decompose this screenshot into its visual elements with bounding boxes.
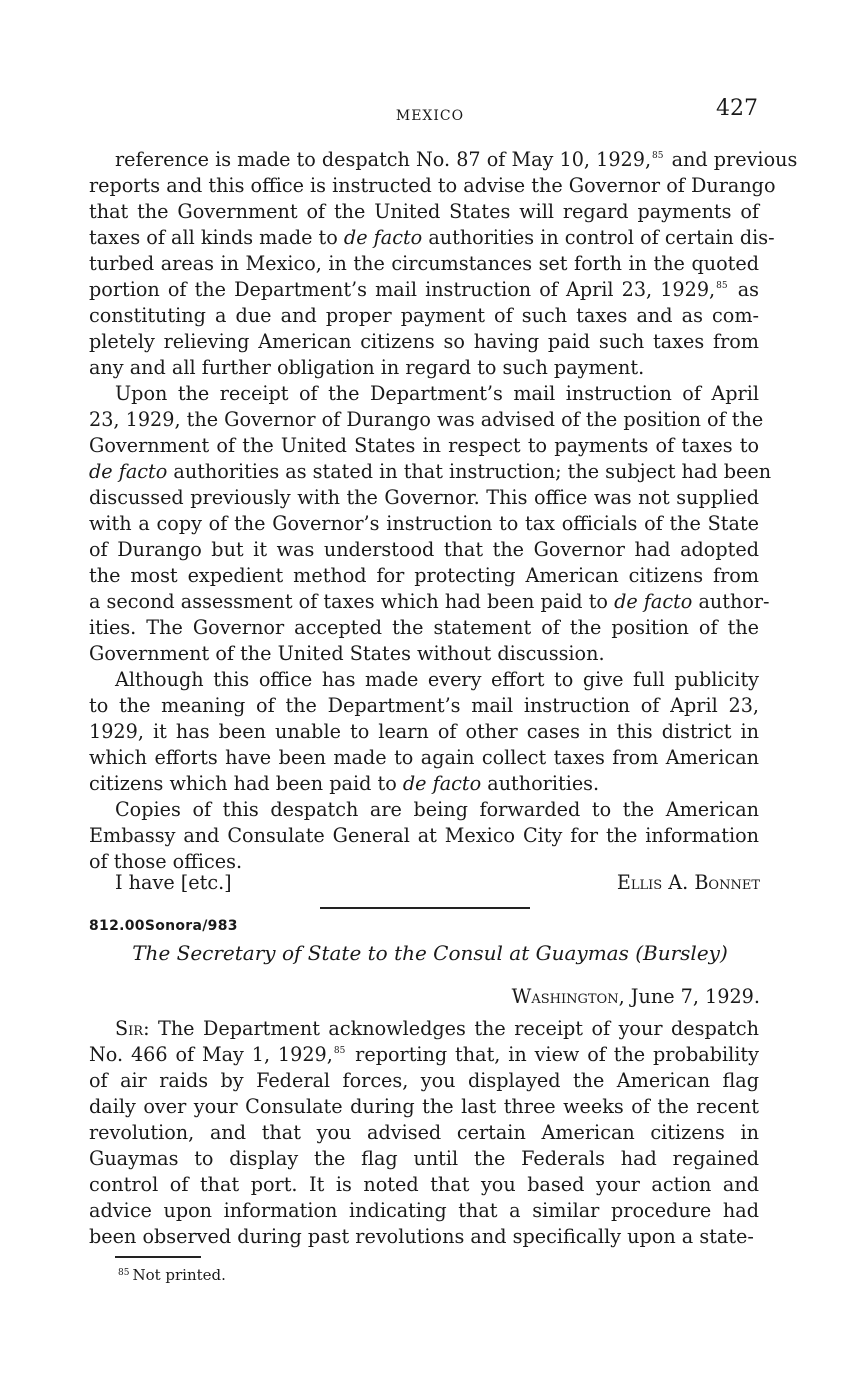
document-title: The Secretary of State to the Consul at Guaymas (Bursley) [132, 941, 728, 965]
footnote [118, 1264, 226, 1289]
page-number: 427 [716, 96, 758, 121]
dateline-date: , June 7, 1929. [618, 985, 760, 1008]
dateline-place: Washington [511, 985, 619, 1008]
para2-line: Government of the United States without discussion. [89, 642, 605, 665]
para3-line: Although this office has made every effort to give full publicity [115, 668, 759, 691]
footnote-rule [115, 1256, 201, 1258]
para5-line: advice upon information indicating that a similar procedure had [89, 1199, 759, 1222]
para1-line: that the Government of the United States will regard payments of [89, 200, 759, 223]
para5-line: Guaymas to display the flag until the Federals had regained [89, 1147, 759, 1170]
para5-line: Sir: The Department acknowledges the receipt of your despatch [115, 1017, 759, 1040]
para1-line: turbed areas in Mexico, in the circumstances set forth in the quoted [89, 252, 759, 275]
section-divider [320, 907, 530, 909]
para2-line: Upon the receipt of the Department’s mail instruction of April [115, 382, 759, 405]
para2-line: with a copy of the Governor’s instruction to tax officials of the State [89, 512, 759, 535]
signature: Ellis A. Bonnet [616, 871, 760, 894]
para5-line: of air raids by Federal forces, you displayed the American flag [89, 1069, 759, 1092]
closing-formula: I have [etc.] [115, 871, 232, 894]
para3-line: citizens which had been paid to de facto authorities. [89, 772, 600, 795]
para4-line: Copies of this despatch are being forwarded to the American [115, 798, 759, 821]
para1-line: any and all further obligation in regard to such payment. [89, 356, 645, 379]
para2-line: ities. The Governor accepted the statement of the position of the [89, 616, 759, 639]
para2-line: 23, 1929, the Governor of Durango was advised of the position of the [89, 408, 764, 431]
para1-line: reference is made to despatch No. 87 of May 10, 1929,85 and previous [115, 148, 798, 171]
para5-line: daily over your Consulate during the last three weeks of the recent [89, 1095, 759, 1118]
file-number: 812.00Sonora/983 [89, 918, 238, 934]
para1-line: reports and this office is instructed to advise the Governor of Durango [89, 174, 776, 197]
para5-line: been observed during past revolutions and specifically upon a state- [89, 1225, 754, 1248]
para2-line: of Durango but it was understood that the Governor had adopted [89, 538, 759, 561]
para1-line: portion of the Department’s mail instruction of April 23, 1929,85 as [89, 278, 759, 301]
para5-line: revolution, and that you advised certain American citizens in [89, 1121, 759, 1144]
para2-line: Government of the United States in respect to payments of taxes to [89, 434, 759, 457]
dateline [512, 984, 760, 1010]
para3-line: which efforts have been made to again collect taxes from American [89, 746, 759, 769]
running-header-title: MEXICO [395, 108, 465, 124]
para3-line: 1929, it has been unable to learn of other cases in this district in [89, 720, 759, 743]
para1-line: taxes of all kinds made to de facto authorities in control of certain dis- [89, 226, 775, 249]
para5-line: control of that port. It is noted that you based your action and [89, 1173, 759, 1196]
footnote-text: Not printed. [132, 1266, 226, 1284]
para5-line: No. 466 of May 1, 1929,85 reporting that, in view of the probability [89, 1043, 759, 1066]
para2-line: the most expedient method for protecting American citizens from [89, 564, 759, 587]
para4-line: of those offices. [89, 850, 243, 873]
para2-line: discussed previously with the Governor. This office was not supplied [89, 486, 759, 509]
footnote-mark: 85 [118, 1268, 130, 1278]
para4-line: Embassy and Consulate General at Mexico City for the information [89, 824, 759, 847]
para2-line: a second assessment of taxes which had been paid to de facto author- [89, 590, 770, 613]
para3-line: to the meaning of the Department’s mail instruction of April 23, [89, 694, 759, 717]
para1-line: constituting a due and proper payment of such taxes and as com- [89, 304, 759, 327]
para1-line: pletely relieving American citizens so having paid such taxes from [89, 330, 759, 353]
para2-line: de facto authorities as stated in that instruction; the subject had been [89, 460, 772, 483]
